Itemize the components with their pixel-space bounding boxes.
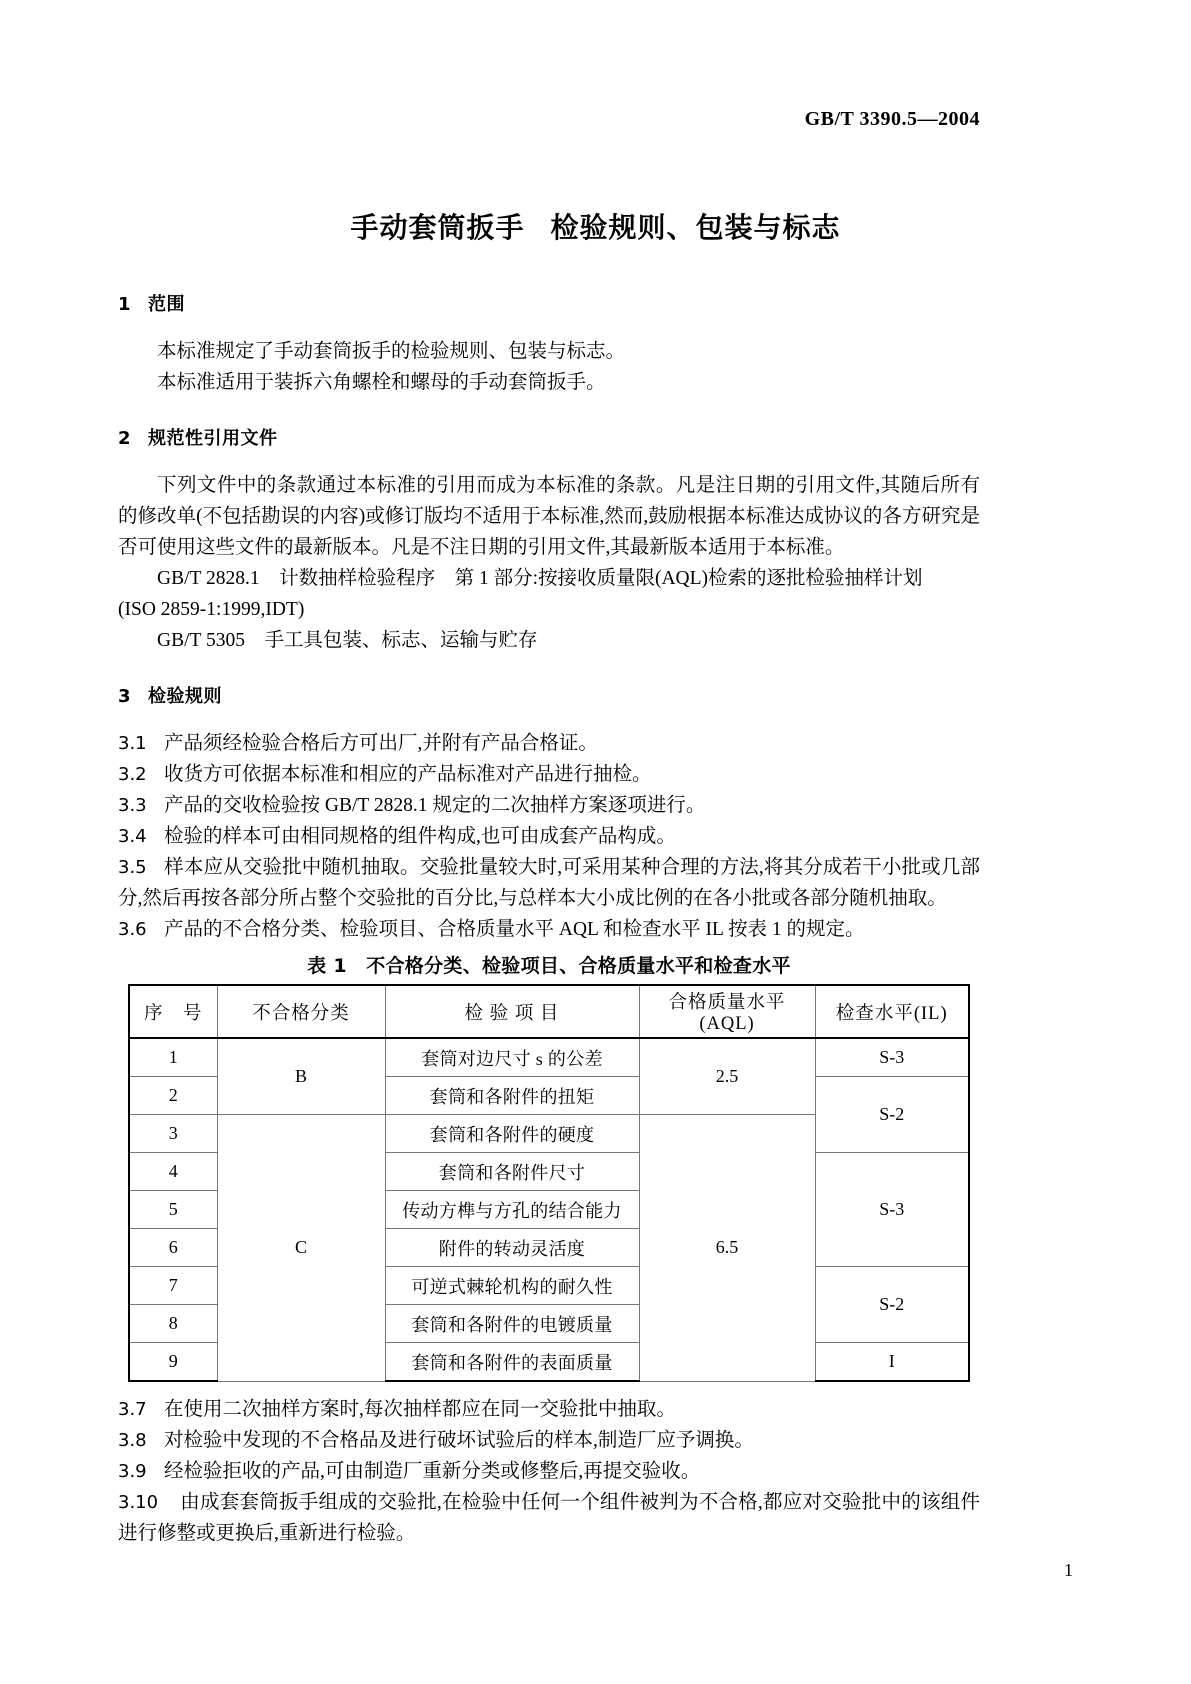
cell-item: 套筒和各附件的扭矩	[385, 1077, 639, 1115]
cell-il-1: S-3	[815, 1038, 969, 1077]
clause-3-10	[118, 1487, 980, 1549]
clause-3-2	[118, 759, 980, 790]
clause-number: 3.2	[118, 764, 147, 785]
standard-code: GB/T 3390.5—2004	[804, 108, 980, 130]
normative-reference-1-line-2: (ISO 2859-1:1999,IDT)	[118, 599, 305, 620]
section-title-2: 规范性引用文件	[148, 428, 278, 449]
column-header-item: 检 验 项 目	[385, 985, 639, 1038]
title-part-1: 手动套筒扳手	[350, 211, 525, 244]
cell-serial: 1	[129, 1038, 217, 1077]
cell-item: 套筒和各附件的硬度	[385, 1115, 639, 1153]
clause-text: 在使用二次抽样方案时,每次抽样都应在同一交验批中抽取。	[164, 1399, 676, 1420]
column-header-class: 不合格分类	[217, 985, 385, 1038]
clause-number: 3.10	[118, 1492, 159, 1513]
cell-il-3: S-3	[815, 1153, 969, 1267]
section-number-2: 2	[118, 428, 132, 449]
page-title	[0, 206, 1191, 246]
clause-number: 3.8	[118, 1430, 147, 1451]
cell-item: 套筒和各附件尺寸	[385, 1153, 639, 1191]
cell-class-b: B	[217, 1038, 385, 1115]
column-header-aql: 合格质量水平(AQL)	[639, 985, 815, 1038]
cell-aql-c: 6.5	[639, 1115, 815, 1382]
section-title-1: 范围	[148, 294, 185, 315]
clause-number: 3.4	[118, 826, 147, 847]
section-number-3: 3	[118, 686, 132, 707]
column-header-il: 检查水平(IL)	[815, 985, 969, 1038]
clause-number: 3.7	[118, 1399, 147, 1420]
clause-number: 3.3	[118, 795, 147, 816]
cell-item: 套筒和各附件的表面质量	[385, 1343, 639, 1382]
cell-serial: 2	[129, 1077, 217, 1115]
clause-number: 3.9	[118, 1461, 147, 1482]
title-part-2: 检验规则、包装与标志	[550, 211, 841, 244]
clause-text: 经检验拒收的产品,可由制造厂重新分类或修整后,再提交验收。	[164, 1461, 701, 1482]
page-number: 1	[1064, 1560, 1073, 1580]
document-body	[118, 290, 980, 1549]
clause-number: 3.6	[118, 919, 147, 940]
clause-text: 由成套套筒扳手组成的交验批,在检验中任何一个组件被判为不合格,都应对交验批中的该组件进行修整或更换后,重新进行检验。	[118, 1492, 980, 1544]
clause-3-1	[118, 728, 980, 759]
clause-3-6	[118, 914, 980, 945]
cell-serial: 5	[129, 1191, 217, 1229]
cell-item: 套筒对边尺寸 s 的公差	[385, 1038, 639, 1077]
normative-reference-1-line-1: GB/T 2828.1 计数抽样检验程序 第 1 部分:按接收质量限(AQL)检索的逐批检验抽样计划	[157, 568, 923, 589]
cell-serial: 4	[129, 1153, 217, 1191]
table-1-nonconformity-classification	[128, 984, 970, 1382]
section-heading-1	[118, 290, 980, 316]
clause-number: 3.5	[118, 857, 147, 878]
table-row	[129, 1038, 969, 1077]
clause-text: 产品须经检验合格后方可出厂,并附有产品合格证。	[164, 733, 598, 754]
cell-aql-b: 2.5	[639, 1038, 815, 1115]
clause-text: 产品的交收检验按 GB/T 2828.1 规定的二次抽样方案逐项进行。	[164, 795, 706, 816]
cell-item: 套筒和各附件的电镀质量	[385, 1305, 639, 1343]
running-header	[118, 108, 980, 131]
section-heading-3	[118, 682, 980, 708]
clause-3-5	[118, 852, 980, 914]
clause-3-3	[118, 790, 980, 821]
cell-item: 可逆式棘轮机构的耐久性	[385, 1267, 639, 1305]
cell-serial: 3	[129, 1115, 217, 1153]
cell-serial: 6	[129, 1229, 217, 1267]
normative-reference-2: GB/T 5305 手工具包装、标志、运输与贮存	[157, 630, 538, 651]
cell-item: 附件的转动灵活度	[385, 1229, 639, 1267]
cell-il-4: S-2	[815, 1267, 969, 1343]
table-1-caption: 表 1 不合格分类、检验项目、合格质量水平和检查水平	[307, 955, 791, 977]
clause-text: 检验的样本可由相同规格的组件构成,也可由成套产品构成。	[164, 826, 676, 847]
cell-serial: 7	[129, 1267, 217, 1305]
cell-class-c: C	[217, 1115, 385, 1382]
clause-text: 产品的不合格分类、检验项目、合格质量水平 AQL 和检查水平 IL 按表 1 的规定。	[164, 919, 865, 940]
table-header-row	[129, 985, 969, 1038]
section-number-1: 1	[118, 294, 132, 315]
section-2-paragraph-1: 下列文件中的条款通过本标准的引用而成为本标准的条款。凡是注日期的引用文件,其随后所有的修改单(不包括勘误的内容)或修订版均不适用于本标准,然而,鼓励根据本标准达成协议的各方研究是否可使用这些文件的最新版本。凡是不注日期的引用文件,其最新版本适用于本标准。	[118, 475, 980, 558]
cell-il-2: S-2	[815, 1077, 969, 1153]
cell-serial: 9	[129, 1343, 217, 1382]
section-1-paragraph-2: 本标准适用于装拆六角螺栓和螺母的手动套筒扳手。	[157, 372, 606, 393]
cell-item: 传动方榫与方孔的结合能力	[385, 1191, 639, 1229]
clause-3-7	[118, 1394, 980, 1425]
clause-3-9	[118, 1456, 980, 1487]
clause-3-4	[118, 821, 980, 852]
section-heading-2	[118, 424, 980, 450]
section-1-paragraph-1: 本标准规定了手动套筒扳手的检验规则、包装与标志。	[157, 341, 626, 362]
cell-serial: 8	[129, 1305, 217, 1343]
clause-3-8	[118, 1425, 980, 1456]
clause-text: 收货方可依据本标准和相应的产品标准对产品进行抽检。	[164, 764, 652, 785]
cell-il-5: I	[815, 1343, 969, 1382]
clause-text: 样本应从交验批中随机抽取。交验批量较大时,可采用某种合理的方法,将其分成若干小批或几部分,然后再按各部分所占整个交验批的百分比,与总样本大小成比例的在各小批或各部分随机抽取。	[118, 857, 980, 909]
section-title-3: 检验规则	[148, 686, 222, 707]
clause-number: 3.1	[118, 733, 147, 754]
clause-text: 对检验中发现的不合格品及进行破坏试验后的样本,制造厂应予调换。	[164, 1430, 754, 1451]
column-header-serial: 序 号	[129, 985, 217, 1038]
